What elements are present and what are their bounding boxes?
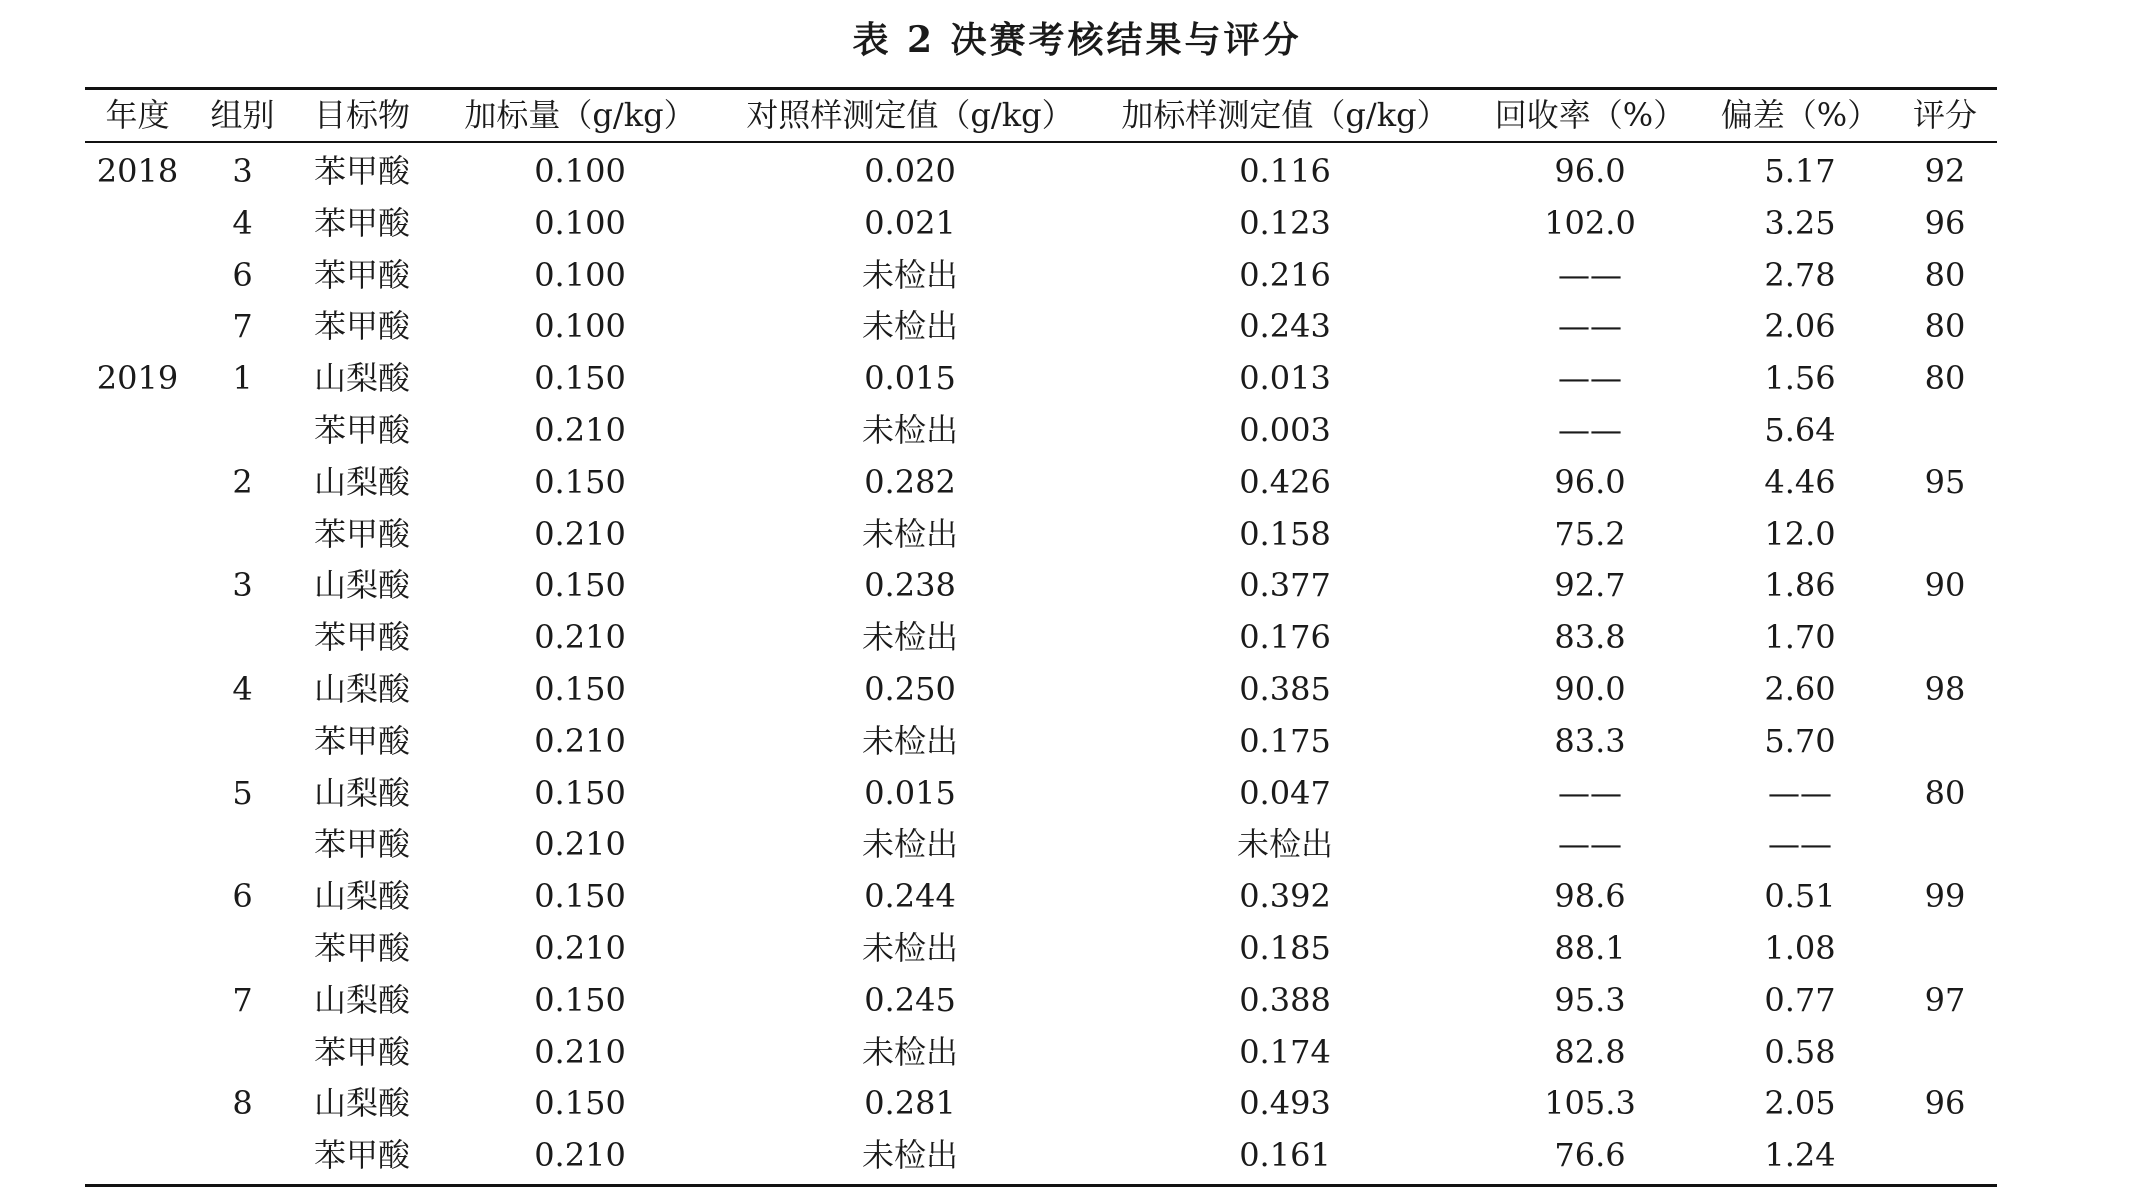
cell-bias: 4.46: [1764, 462, 1836, 501]
cell-group: [200, 1129, 285, 1181]
cell-year: [90, 663, 185, 715]
cell-group: [200, 922, 285, 974]
cell-control: 0.021: [864, 203, 956, 242]
cell-control: 未检出: [861, 1032, 958, 1071]
cell-recovery: 98.6: [1554, 877, 1626, 916]
cell-bias: 0.51: [1764, 877, 1836, 916]
cell-group: 2: [232, 462, 253, 501]
cell-group: [200, 508, 285, 560]
cell-control: 未检出: [861, 514, 958, 553]
cell-year: [90, 1077, 185, 1129]
cell-target: 山梨酸: [314, 670, 411, 708]
cell-bias: 1.24: [1764, 1136, 1836, 1175]
cell-group: 7: [232, 980, 253, 1019]
header-recovery: 回收率（%）: [1494, 96, 1686, 134]
cell-recovery: ——: [1558, 255, 1622, 294]
cell-target: 山梨酸: [314, 773, 411, 812]
cell-bias: 2.05: [1764, 1084, 1836, 1123]
cell-spike: 0.210: [534, 1032, 626, 1071]
cell-bias: ——: [1768, 825, 1832, 864]
cell-group: 1: [232, 359, 253, 398]
cell-year: [90, 300, 185, 352]
cell-recovery: 83.8: [1554, 618, 1626, 657]
cell-target: 苯甲酸: [314, 1032, 411, 1071]
cell-measured: 0.176: [1239, 618, 1331, 657]
cell-year: [90, 197, 185, 249]
cell-bias: 3.25: [1764, 203, 1836, 242]
cell-score: [1890, 818, 2000, 870]
cell-year: [90, 1026, 185, 1078]
cell-target: 山梨酸: [314, 566, 411, 605]
cell-spike: 0.100: [534, 152, 626, 190]
cell-measured: 0.377: [1239, 566, 1331, 605]
cell-recovery: ——: [1558, 359, 1622, 398]
cell-target: 苯甲酸: [314, 618, 411, 657]
cell-bias: 1.86: [1764, 566, 1836, 605]
cell-target: 山梨酸: [314, 359, 411, 398]
cell-measured: 0.158: [1239, 514, 1331, 553]
cell-bias: 0.77: [1764, 980, 1836, 1019]
cell-measured: 0.175: [1239, 721, 1331, 760]
cell-group: 4: [232, 203, 253, 242]
cell-year: 2019: [96, 359, 179, 398]
cell-score: 96: [1924, 203, 1966, 242]
cell-group: [200, 818, 285, 870]
cell-spike: 0.210: [534, 825, 626, 864]
cell-bias: ——: [1768, 773, 1832, 812]
cell-group: [200, 611, 285, 663]
cell-target: 山梨酸: [314, 1084, 411, 1123]
cell-target: 苯甲酸: [314, 203, 411, 242]
cell-year: [90, 456, 185, 508]
cell-score: 96: [1924, 1084, 1966, 1123]
cell-control: 未检出: [861, 411, 958, 449]
cell-spike: 0.150: [534, 773, 626, 812]
cell-control: 0.244: [864, 877, 956, 916]
cell-group: 4: [232, 670, 253, 708]
cell-target: 苯甲酸: [314, 929, 411, 967]
cell-measured: 0.185: [1239, 929, 1331, 967]
cell-measured: 0.174: [1239, 1032, 1331, 1071]
cell-score: 90: [1924, 566, 1966, 605]
cell-control: 0.282: [864, 462, 956, 501]
cell-year: [90, 249, 185, 301]
cell-spike: 0.210: [534, 929, 626, 967]
cell-bias: 1.56: [1764, 359, 1836, 398]
cell-target: 山梨酸: [314, 877, 411, 916]
cell-score: 98: [1924, 670, 1966, 708]
cell-measured: 0.243: [1239, 307, 1331, 346]
cell-year: [90, 404, 185, 456]
header-year: 年度: [105, 96, 170, 134]
table-bottom-rule: [85, 1184, 1997, 1187]
cell-control: 未检出: [861, 255, 958, 294]
header-bias: 偏差（%）: [1720, 96, 1880, 134]
cell-year: [90, 974, 185, 1026]
cell-target: 苯甲酸: [314, 255, 411, 294]
cell-spike: 0.150: [534, 359, 626, 398]
cell-bias: 2.78: [1764, 255, 1836, 294]
cell-recovery: 76.6: [1554, 1136, 1626, 1175]
cell-control: 0.015: [864, 359, 956, 398]
cell-recovery: 105.3: [1544, 1084, 1636, 1123]
cell-recovery: 75.2: [1554, 514, 1626, 553]
cell-recovery: 83.3: [1554, 721, 1626, 760]
cell-group: 6: [232, 255, 253, 294]
cell-spike: 0.150: [534, 1084, 626, 1123]
cell-spike: 0.210: [534, 1136, 626, 1175]
cell-measured: 0.123: [1239, 203, 1331, 242]
cell-target: 苯甲酸: [314, 411, 411, 449]
cell-group: 7: [232, 307, 253, 346]
cell-measured: 0.003: [1239, 411, 1331, 449]
cell-bias: 2.60: [1764, 670, 1836, 708]
cell-group: 5: [232, 773, 253, 812]
table-title: 表 2 决赛考核结果与评分: [852, 19, 1302, 61]
cell-year: [90, 508, 185, 560]
cell-spike: 0.150: [534, 670, 626, 708]
cell-score: [1890, 611, 2000, 663]
cell-spike: 0.210: [534, 514, 626, 553]
cell-bias: 2.06: [1764, 307, 1836, 346]
cell-year: 2018: [96, 152, 179, 190]
cell-measured: 0.047: [1239, 773, 1331, 812]
cell-spike: 0.100: [534, 307, 626, 346]
header-target: 目标物: [314, 96, 411, 134]
cell-recovery: 92.7: [1554, 566, 1626, 605]
cell-group: 8: [232, 1084, 253, 1123]
cell-spike: 0.150: [534, 462, 626, 501]
cell-spike: 0.150: [534, 980, 626, 1019]
cell-group: 6: [232, 877, 253, 916]
cell-score: [1890, 922, 2000, 974]
header-group: 组别: [210, 96, 275, 134]
cell-control: 未检出: [861, 1136, 958, 1175]
cell-control: 0.281: [864, 1084, 956, 1123]
cell-recovery: 90.0: [1554, 670, 1626, 708]
cell-bias: 1.08: [1764, 929, 1836, 967]
cell-spike: 0.210: [534, 721, 626, 760]
cell-control: 0.020: [864, 152, 956, 190]
cell-recovery: 96.0: [1554, 152, 1626, 190]
header-score: 评分: [1912, 96, 1977, 134]
cell-group: [200, 715, 285, 767]
cell-target: 山梨酸: [314, 980, 411, 1019]
cell-spike: 0.100: [534, 255, 626, 294]
cell-recovery: ——: [1558, 411, 1622, 449]
cell-bias: 0.58: [1764, 1032, 1836, 1071]
cell-spike: 0.210: [534, 411, 626, 449]
cell-recovery: ——: [1558, 307, 1622, 346]
cell-measured: 0.013: [1239, 359, 1331, 398]
cell-measured: 0.426: [1239, 462, 1331, 501]
cell-control: 0.250: [864, 670, 956, 708]
cell-measured: 0.385: [1239, 670, 1331, 708]
cell-control: 未检出: [861, 721, 958, 760]
cell-year: [90, 922, 185, 974]
cell-control: 未检出: [861, 825, 958, 864]
cell-measured: 未检出: [1236, 825, 1333, 864]
cell-year: [90, 767, 185, 819]
cell-control: 未检出: [861, 618, 958, 657]
cell-group: 3: [232, 566, 253, 605]
cell-year: [90, 870, 185, 922]
cell-measured: 0.493: [1239, 1084, 1331, 1123]
cell-spike: 0.100: [534, 203, 626, 242]
cell-recovery: 102.0: [1544, 203, 1636, 242]
cell-target: 苯甲酸: [314, 307, 411, 346]
cell-bias: 5.70: [1764, 721, 1836, 760]
cell-control: 0.245: [864, 980, 956, 1019]
cell-score: 80: [1924, 307, 1966, 346]
cell-measured: 0.392: [1239, 877, 1331, 916]
cell-bias: 5.64: [1764, 411, 1836, 449]
cell-score: [1890, 508, 2000, 560]
cell-measured: 0.216: [1239, 255, 1331, 294]
cell-bias: 1.70: [1764, 618, 1836, 657]
cell-target: 苯甲酸: [314, 152, 411, 190]
cell-control: 0.238: [864, 566, 956, 605]
header-control: 对照样测定值（g/kg）: [746, 96, 1074, 134]
cell-score: [1890, 1026, 2000, 1078]
cell-spike: 0.210: [534, 618, 626, 657]
cell-recovery: 88.1: [1554, 929, 1626, 967]
cell-control: 未检出: [861, 307, 958, 346]
cell-recovery: ——: [1558, 825, 1622, 864]
cell-spike: 0.150: [534, 877, 626, 916]
cell-recovery: 95.3: [1554, 980, 1626, 1019]
table-header-rule: [85, 141, 1997, 143]
cell-group: 3: [232, 152, 253, 190]
cell-target: 苯甲酸: [314, 825, 411, 864]
cell-spike: 0.150: [534, 566, 626, 605]
cell-target: 苯甲酸: [314, 721, 411, 760]
header-spike: 加标量（g/kg）: [464, 96, 696, 134]
cell-score: 99: [1924, 877, 1966, 916]
cell-recovery: 82.8: [1554, 1032, 1626, 1071]
cell-score: [1890, 715, 2000, 767]
cell-recovery: ——: [1558, 773, 1622, 812]
cell-group: [200, 1026, 285, 1078]
cell-measured: 0.388: [1239, 980, 1331, 1019]
cell-score: 80: [1924, 255, 1966, 294]
cell-score: 97: [1924, 980, 1966, 1019]
cell-measured: 0.116: [1239, 152, 1331, 190]
cell-score: [1890, 404, 2000, 456]
cell-target: 苯甲酸: [314, 514, 411, 553]
cell-target: 山梨酸: [314, 462, 411, 501]
cell-bias: 5.17: [1764, 152, 1836, 190]
cell-year: [90, 611, 185, 663]
cell-year: [90, 715, 185, 767]
cell-bias: 12.0: [1764, 514, 1836, 553]
cell-year: [90, 818, 185, 870]
cell-control: 未检出: [861, 929, 958, 967]
cell-score: 80: [1924, 773, 1966, 812]
cell-score: 80: [1924, 359, 1966, 398]
cell-score: [1890, 1129, 2000, 1181]
cell-year: [90, 1129, 185, 1181]
cell-measured: 0.161: [1239, 1136, 1331, 1175]
cell-year: [90, 559, 185, 611]
cell-score: 92: [1924, 152, 1966, 190]
cell-group: [200, 404, 285, 456]
cell-recovery: 96.0: [1554, 462, 1626, 501]
cell-target: 苯甲酸: [314, 1136, 411, 1175]
header-measured: 加标样测定值（g/kg）: [1121, 96, 1449, 134]
cell-control: 0.015: [864, 773, 956, 812]
cell-score: 95: [1924, 462, 1966, 501]
